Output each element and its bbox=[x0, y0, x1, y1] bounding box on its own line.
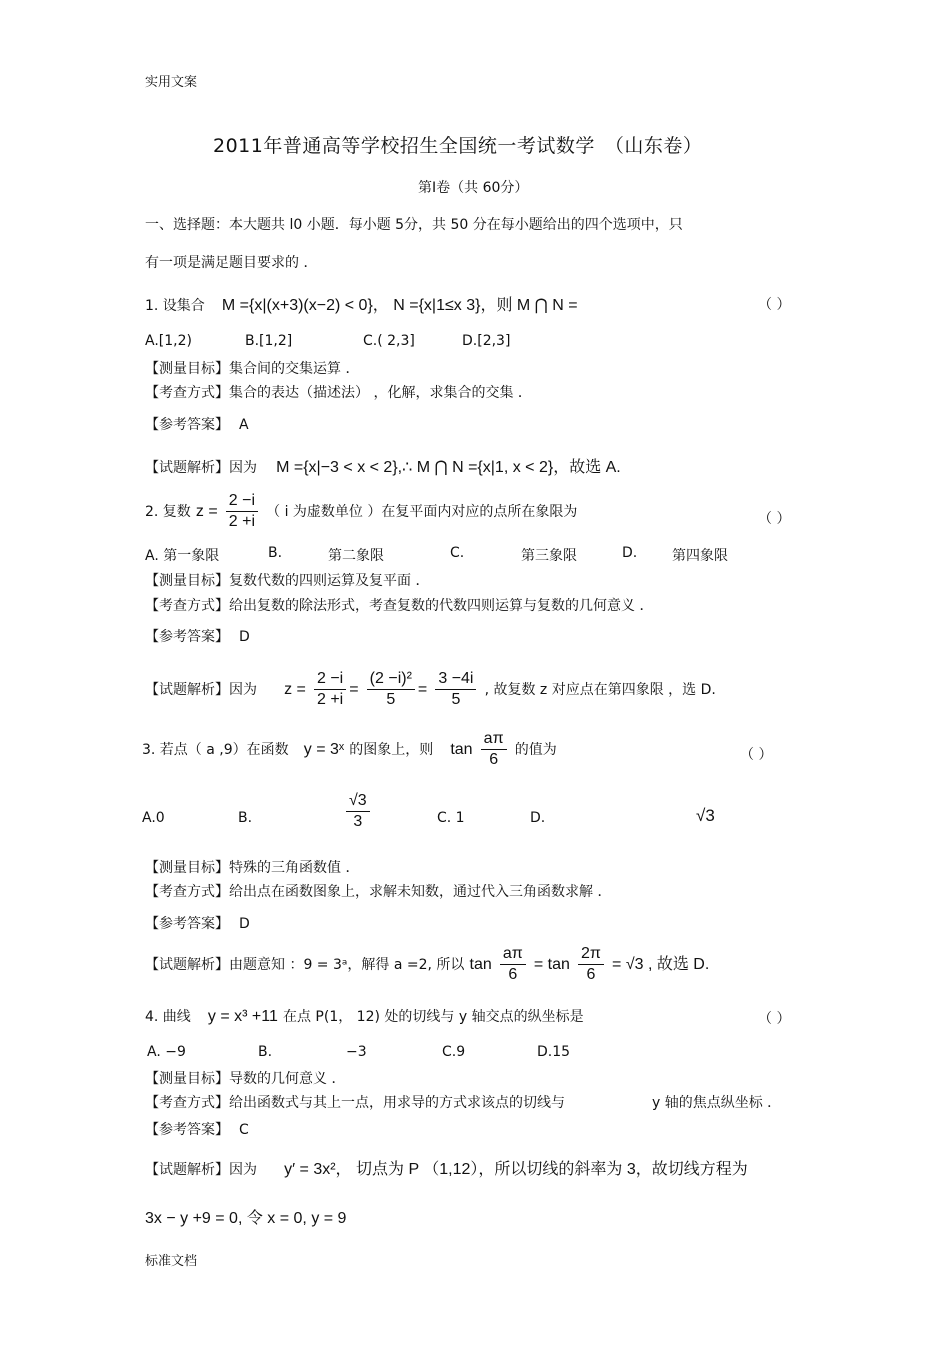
q4-answer bbox=[145, 1119, 249, 1139]
q3-method bbox=[145, 881, 611, 901]
q2-stem-suffix: （ i 为虚数单位 ）在复平面内对应的点所在象限为 bbox=[266, 504, 578, 520]
q3-frac-denominator: 6 bbox=[489, 751, 499, 768]
q3-answer-value: D bbox=[239, 916, 250, 932]
q3-stem-suffix: 的值为 bbox=[514, 742, 557, 758]
q2-a-f3-numerator: 3 −4i bbox=[435, 670, 476, 690]
q2-analysis-prefix: 因为 bbox=[229, 682, 257, 698]
q1-analysis-prefix: 因为 bbox=[229, 460, 257, 476]
q1-target bbox=[145, 358, 359, 378]
q2-a-f3-denominator: 5 bbox=[451, 691, 461, 708]
q1-analysis bbox=[145, 454, 621, 477]
q3-option-d-value: √3 bbox=[696, 806, 715, 825]
q2-analysis-fraction-1 bbox=[314, 670, 346, 709]
q2-stem-prefix: 2. 复数 bbox=[145, 504, 191, 520]
q4-method-text: 给出函数式与其上一点，用求导的方式求该点的切线与 bbox=[229, 1095, 565, 1111]
q2-option-c-text: 第三象限 bbox=[521, 548, 577, 564]
question-2-stem bbox=[145, 492, 577, 531]
q3-option-b-fraction bbox=[343, 792, 373, 831]
q4-option-c: C.9 bbox=[442, 1044, 466, 1060]
q2-a-f1-denominator: 2 +i bbox=[316, 691, 344, 708]
q1-analysis-label: 【试题解析】 bbox=[145, 460, 229, 476]
question-1-stem bbox=[145, 292, 578, 315]
q1-answer bbox=[145, 414, 249, 434]
q3-option-c: C. 1 bbox=[437, 810, 465, 826]
q1-option-a: A.[1,2) bbox=[145, 333, 192, 349]
q4-target-label: 【测量目标】 bbox=[145, 1071, 229, 1087]
page-footer-label: 标准文档 bbox=[145, 1254, 198, 1269]
q2-analysis-lhs: z = bbox=[284, 681, 306, 698]
q3-stem-mid: 的图象上，则 bbox=[349, 742, 434, 758]
q3-stem-fraction bbox=[481, 730, 507, 769]
q4-stem-math: y = x³ +11 bbox=[207, 1008, 278, 1025]
q4-analysis-line-2: 3x − y +9 = 0, 令 x = 0, y = 9 bbox=[145, 1210, 347, 1227]
q2-option-d-text: 第四象限 bbox=[672, 548, 728, 564]
q4-target bbox=[145, 1068, 345, 1088]
q1-answer-blank: （ ） bbox=[758, 297, 791, 313]
q3-frac-numerator: aπ bbox=[481, 730, 507, 750]
q2-analysis-fraction-3 bbox=[435, 670, 476, 709]
q2-method-label: 【考查方式】 bbox=[145, 598, 229, 614]
instructions-line-1: 一、选择题：本大题共 l0 小题．每小题 5分，共 50 分在每小题给出的四个选项中，只 bbox=[145, 217, 683, 233]
q1-option-c: C.( 2,3] bbox=[363, 333, 415, 349]
q2-analysis-label: 【试题解析】 bbox=[145, 682, 229, 698]
q1-answer-value: A bbox=[239, 417, 249, 433]
q1-target-text: 集合间的交集运算 ． bbox=[229, 361, 360, 377]
q3-answer bbox=[145, 913, 250, 933]
q4-method-label: 【考查方式】 bbox=[145, 1095, 229, 1111]
q3-stem-tan: tan bbox=[450, 741, 473, 758]
q2-a-f2-numerator: (2 −i)² bbox=[367, 670, 415, 690]
q2-method-text: 给出复数的除法形式，考查复数的代数四则运算与复数的几何意义 ． bbox=[229, 598, 654, 614]
q1-method-text: 集合的表达（描述法） ，化解，求集合的交集 ． bbox=[229, 385, 532, 401]
q1-option-b: B.[1,2] bbox=[245, 333, 293, 349]
q1-answer-label: 【参考答案】 bbox=[145, 417, 229, 433]
q3-optb-denominator: 3 bbox=[353, 813, 363, 830]
q2-answer bbox=[145, 626, 250, 646]
q4-analysis-prefix: 因为 bbox=[229, 1162, 257, 1178]
q3-analysis-fraction-1 bbox=[500, 945, 526, 984]
q1-stem-math: M ={x|(x+3)(x−2) < 0}， N ={x|1≤x 3}，则 M ⋂ N = bbox=[221, 297, 578, 314]
q3-a-f2-denominator: 6 bbox=[586, 966, 596, 983]
page-header-label: 实用文案 bbox=[145, 75, 198, 90]
q3-analysis-prefix: 由题意知 ：9 = 3ᵃ，解得 a =2, 所以 bbox=[229, 957, 465, 973]
q1-stem-prefix: 1. 设集合 bbox=[145, 298, 205, 314]
q2-analysis-suffix: , 故复数 z 对应点在第四象限 ，选 D. bbox=[484, 682, 716, 698]
q4-option-d: D.15 bbox=[537, 1044, 571, 1060]
q4-option-b-value: −3 bbox=[346, 1044, 367, 1060]
q2-method bbox=[145, 595, 653, 615]
q3-analysis-tan: tan bbox=[469, 956, 492, 973]
q2-option-c-letter: C. bbox=[450, 545, 465, 561]
q1-method bbox=[145, 382, 532, 402]
instructions-line-2: 有一项是满足题目要求的 ． bbox=[145, 255, 318, 271]
q1-analysis-math: M ={x|−3 < x < 2},∴ M ⋂ N ={x|1, x < 2}，故选 A. bbox=[276, 459, 621, 476]
q3-analysis bbox=[145, 945, 709, 984]
q3-analysis-label: 【试题解析】 bbox=[145, 957, 229, 973]
q3-stem-func: y = 3ˣ bbox=[303, 741, 345, 758]
q3-a-f2-numerator: 2π bbox=[578, 945, 604, 965]
q3-target bbox=[145, 857, 359, 877]
section-subtitle: 第Ⅰ卷（共 60分） bbox=[418, 180, 529, 196]
q2-option-b-text: 第二象限 bbox=[328, 548, 384, 564]
q1-target-label: 【测量目标】 bbox=[145, 361, 229, 377]
q4-answer-label: 【参考答案】 bbox=[145, 1122, 229, 1138]
q4-method bbox=[145, 1092, 565, 1112]
q4-target-text: 导数的几何意义 ． bbox=[229, 1071, 346, 1087]
q3-answer-label: 【参考答案】 bbox=[145, 916, 229, 932]
q2-target-label: 【测量目标】 bbox=[145, 573, 229, 589]
q2-answer-label: 【参考答案】 bbox=[145, 629, 229, 645]
q3-target-label: 【测量目标】 bbox=[145, 860, 229, 876]
q4-stem-prefix: 4. 曲线 bbox=[145, 1009, 191, 1025]
q3-a-f1-numerator: aπ bbox=[500, 945, 526, 965]
q4-method-tail: y 轴的焦点纵坐标 ． bbox=[652, 1095, 782, 1111]
q3-option-d-letter: D. bbox=[530, 810, 546, 826]
q2-answer-value: D bbox=[239, 629, 250, 645]
q2-option-a: A. 第一象限 bbox=[145, 548, 220, 564]
q2-option-b-letter: B. bbox=[268, 545, 283, 561]
q2-frac-numerator: 2 −i bbox=[226, 492, 258, 512]
q3-option-a: A.0 bbox=[142, 810, 165, 826]
q2-a-f1-numerator: 2 −i bbox=[314, 670, 346, 690]
q3-method-label: 【考查方式】 bbox=[145, 884, 229, 900]
q3-option-b-letter: B. bbox=[238, 810, 253, 826]
q3-analysis-fraction-2 bbox=[578, 945, 604, 984]
q2-analysis: 【试题解析】因为 z = $\frac{2 -i}{2 +i}$ = $\frac{\text{(2 −i)²}}{5}$ = $\frac{3 -4i}{5}$ , 故复数 z 对应点在第四象限 ，选 D. bbox=[145, 670, 716, 708]
q3-a-f1-denominator: 6 bbox=[508, 966, 518, 983]
q2-a-f2-denominator: 5 bbox=[386, 691, 396, 708]
q4-analysis-math: y′ = 3x²， 切点为 P （1,12），所以切线的斜率为 3，故切线方程为 bbox=[284, 1161, 748, 1178]
q1-option-d: D.[2,3] bbox=[462, 333, 511, 349]
q2-option-d-letter: D. bbox=[622, 545, 638, 561]
q3-analysis-suffix: = √3 , 故选 D. bbox=[612, 956, 710, 973]
question-4-stem bbox=[145, 1006, 584, 1026]
q2-analysis-fraction-2 bbox=[367, 670, 415, 709]
q4-answer-value: C bbox=[239, 1122, 249, 1138]
q2-target-text: 复数代数的四则运算及复平面 ． bbox=[229, 573, 430, 589]
q3-stem-prefix: 3. 若点（ a ,9）在函数 bbox=[142, 742, 289, 758]
q3-optb-numerator: √3 bbox=[346, 792, 370, 812]
q3-answer-blank: （ ） bbox=[740, 747, 773, 763]
q4-option-a: A. −9 bbox=[147, 1044, 186, 1060]
q4-stem-suffix: 在点 P(1， 12) 处的切线与 y 轴交点的纵坐标是 bbox=[282, 1009, 584, 1025]
q1-method-label: 【考查方式】 bbox=[145, 385, 229, 401]
q2-answer-blank: （ ） bbox=[758, 511, 791, 527]
q3-analysis-eq: = tan bbox=[533, 956, 570, 973]
q3-method-text: 给出点在函数图象上，求解未知数，通过代入三角函数求解 ． bbox=[229, 884, 612, 900]
q2-stem-lhs: z = bbox=[195, 503, 218, 520]
q4-analysis bbox=[145, 1156, 748, 1179]
document-title: 2011年普通高等学校招生全国统一考试数学 （山东卷） bbox=[213, 135, 703, 157]
q2-target bbox=[145, 570, 429, 590]
q4-answer-blank: （ ） bbox=[758, 1011, 791, 1027]
q2-stem-fraction bbox=[226, 492, 258, 531]
question-3-stem bbox=[142, 730, 557, 769]
q3-target-text: 特殊的三角函数值 ． bbox=[229, 860, 360, 876]
q4-analysis-label: 【试题解析】 bbox=[145, 1162, 229, 1178]
q4-option-b-letter: B. bbox=[258, 1044, 273, 1060]
q2-frac-denominator: 2 +i bbox=[228, 513, 256, 530]
